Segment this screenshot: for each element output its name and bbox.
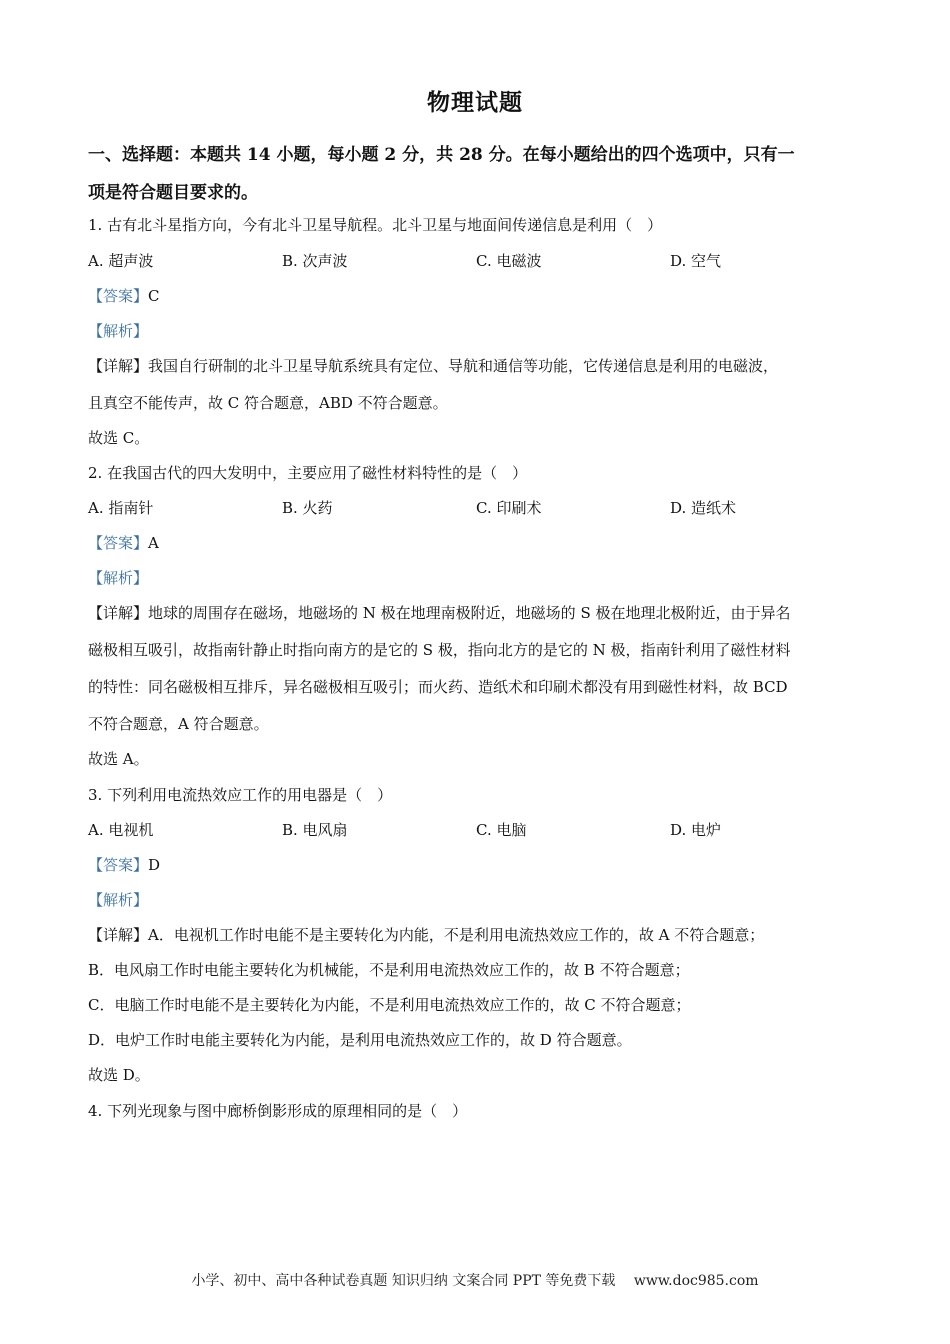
detail-text: 我国自行研制的北斗卫星导航系统具有定位、导航和通信等功能，它传递信息是利用的电磁波， <box>148 357 779 375</box>
question-3-detail-line-4: D．电炉工作时电能主要转化为内能，是利用电流热效应工作的，故 D 符合题意。 <box>88 1031 632 1049</box>
page-title: 物理试题 <box>427 89 523 116</box>
question-3-answer <box>88 854 868 875</box>
question-3-conclusion: 故选 D。 <box>88 1066 150 1084</box>
detail-label: 【详解】 <box>88 357 149 375</box>
question-1-conclusion: 故选 C。 <box>88 429 150 447</box>
question-2-option-a: A. 指南针 <box>88 499 154 517</box>
question-1-option-d: D. 空气 <box>670 252 722 270</box>
question-1-answer <box>88 285 868 306</box>
question-1-stem: 1. 古有北斗星指方向，今有北斗卫星导航程。北斗卫星与地面间传递信息是利用（ ） <box>88 216 663 234</box>
answer-value: A <box>148 534 159 552</box>
page-footer: 小学、初中、高中各种试卷真题 知识归纳 文案合同 PPT 等免费下载 www.doc985.com <box>191 1273 759 1289</box>
question-1-detail-line-1 <box>88 355 868 376</box>
question-1-analysis-label <box>88 320 868 341</box>
question-1-option-b: B. 次声波 <box>282 252 348 270</box>
question-2-answer <box>88 532 868 553</box>
answer-value: C <box>148 287 160 305</box>
answer-label: 【答案】 <box>88 534 149 552</box>
answer-label: 【答案】 <box>88 856 149 874</box>
question-2-detail-line-2: 磁极相互吸引，故指南针静止时指向南方的是它的 S 极，指向北方的是它的 N 极，指南针利用了磁性材料 <box>88 641 791 659</box>
question-3-detail-line-3: C．电脑工作时电能不是主要转化为内能，不是利用电流热效应工作的，故 C 不符合题意； <box>88 996 691 1014</box>
question-1-detail-line-2: 且真空不能传声，故 C 符合题意，ABD 不符合题意。 <box>88 394 448 412</box>
question-1-option-c: C. 电磁波 <box>476 252 542 270</box>
question-2-detail-line-3: 的特性：同名磁极相互排斥，异名磁极相互吸引；而火药、造纸术和印刷术都没有用到磁性材料，故 BCD <box>88 678 788 696</box>
detail-text: A．电视机工作时电能不是主要转化为内能，不是利用电流热效应工作的，故 A 不符合题意； <box>148 926 765 944</box>
question-3-option-d: D. 电炉 <box>670 821 722 839</box>
question-2-stem: 2. 在我国古代的四大发明中，主要应用了磁性材料特性的是（ ） <box>88 464 528 482</box>
analysis-label: 【解析】 <box>88 569 149 587</box>
question-3-stem: 3. 下列利用电流热效应工作的用电器是（ ） <box>88 786 393 804</box>
question-2-detail-line-1 <box>88 602 868 623</box>
question-2-option-c: C. 印刷术 <box>476 499 542 517</box>
answer-label: 【答案】 <box>88 287 149 305</box>
section-heading-line-1: 一、选择题：本题共 14 小题，每小题 2 分，共 28 分。在每小题给出的四个选项中，只有一 <box>88 145 795 165</box>
analysis-label: 【解析】 <box>88 891 149 909</box>
question-2-detail-line-4: 不符合题意，A 符合题意。 <box>88 715 269 733</box>
section-heading-line-2: 项是符合题目要求的。 <box>88 183 258 203</box>
question-3-option-c: C. 电脑 <box>476 821 527 839</box>
question-3-detail-line-2: B．电风扇工作时电能主要转化为机械能，不是利用电流热效应工作的，故 B 不符合题意； <box>88 961 690 979</box>
answer-value: D <box>148 856 161 874</box>
question-3-detail-line-1 <box>88 924 868 945</box>
question-2-option-b: B. 火药 <box>282 499 333 517</box>
question-2-analysis-label <box>88 567 868 588</box>
question-3-analysis-label <box>88 889 868 910</box>
question-1-option-a: A. 超声波 <box>88 252 154 270</box>
question-4-stem: 4. 下列光现象与图中廊桥倒影形成的原理相同的是（ ） <box>88 1102 468 1120</box>
question-3-option-a: A. 电视机 <box>88 821 154 839</box>
question-2-option-d: D. 造纸术 <box>670 499 737 517</box>
question-3-option-b: B. 电风扇 <box>282 821 348 839</box>
detail-text: 地球的周围存在磁场，地磁场的 N 极在地理南极附近，地磁场的 S 极在地理北极附近，由于异名 <box>148 604 791 622</box>
detail-label: 【详解】 <box>88 604 149 622</box>
analysis-label: 【解析】 <box>88 322 149 340</box>
question-2-conclusion: 故选 A。 <box>88 750 149 768</box>
detail-label: 【详解】 <box>88 926 149 944</box>
